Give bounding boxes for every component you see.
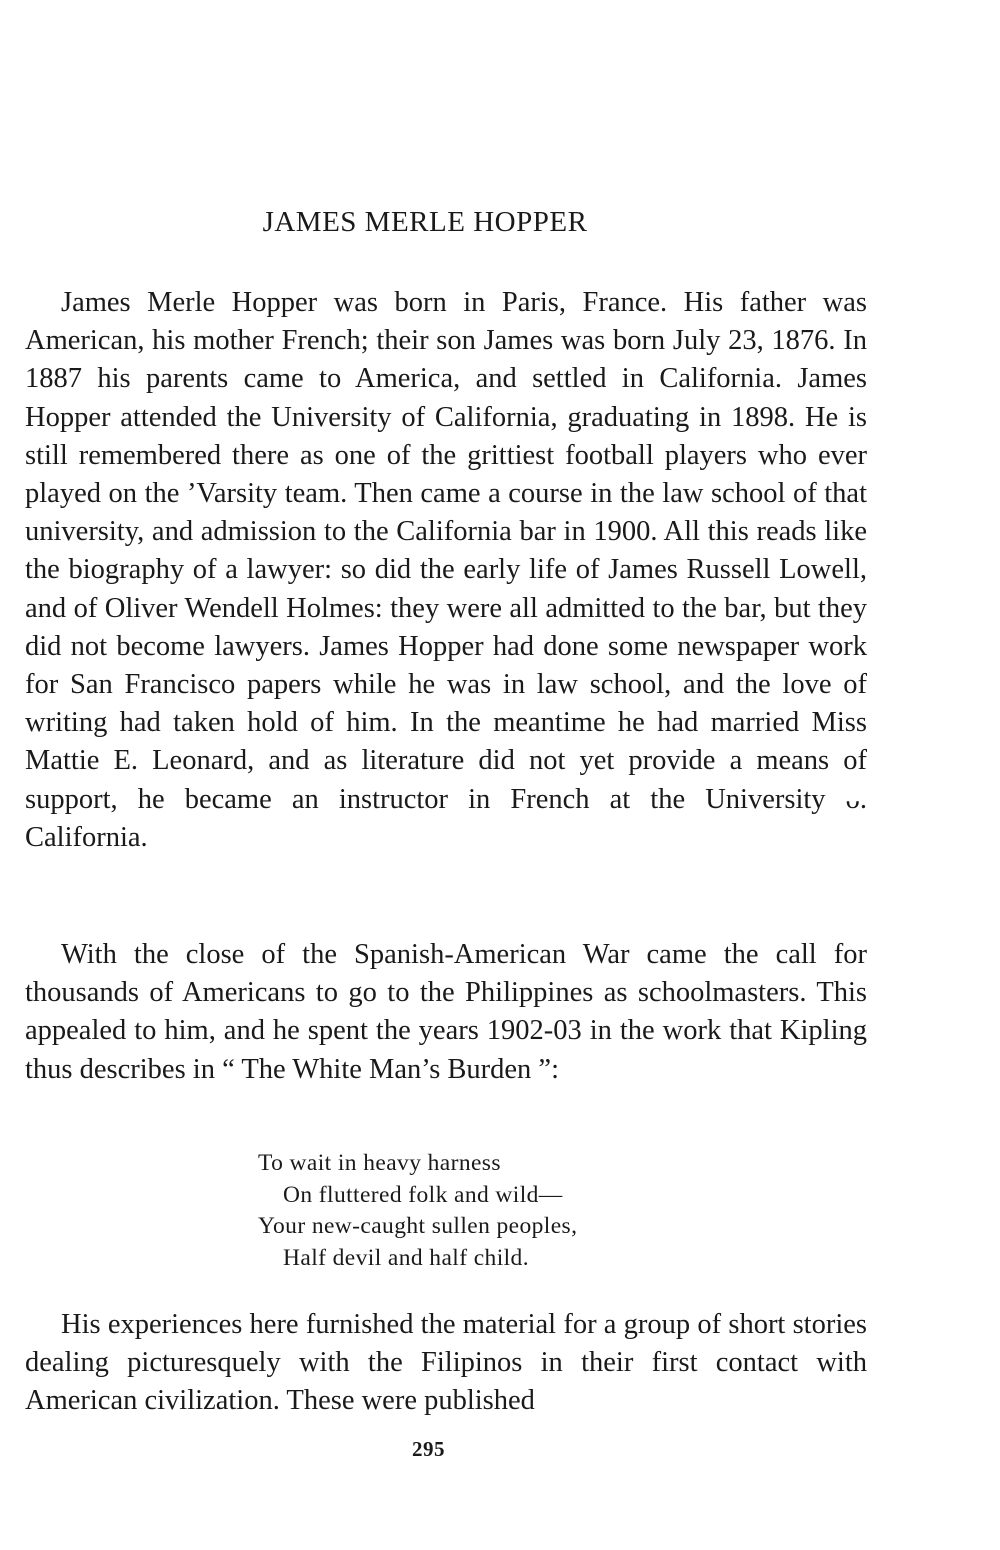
paragraph-philippines: With the close of the Spanish-American War came the call for thousands of Americans to go to the Philippines as schoolmasters. This appealed to him, and he spent the years 1902-03 in the work that Kipling thus describes in “ The White Man’s Burden ”: (25, 939, 867, 1085)
poem-line: Your new-caught sullen peoples, (258, 1213, 578, 1240)
paragraph-stories: His experiences here furnished the material for a group of short stories dealing picturesquely with the Filipinos in their first contact with American civilization. These were published (25, 1309, 867, 1417)
poem-line: Half devil and half child. (283, 1244, 529, 1271)
page-number: 295 (412, 1437, 445, 1461)
poem-line: To wait in heavy harness (258, 1150, 501, 1176)
paragraph-biography: James Merle Hopper was born in Paris, France. His father was American, his mother French; their son James was born July 23, 1876. In 1887 his parents came to America, and settled in California. James Hopper attended the University of California, graduating in 1898. He is still remembered there as one of the grittiest football players who ever played on the ’Varsity team. Then came a course in the law school of that university, and admission to the California bar in 1900. All this reads like the biography of a lawyer: so did the early life of James Russell Lowell, and of Oliver Wendell Holmes: they were all admitted to the bar, but they did not become lawyers. James Hopper had done some newspaper work for San Francisco papers while he was in law school, and the love of writing had taken hold of him. In the meantime he had married Miss Mattie E. Leonard, and as literature did not yet provide a means of support, he became an instructor in French at the University ᴗ. California. (25, 287, 867, 853)
poem-quotation (258, 1148, 577, 1274)
poem-line: On fluttered folk and wild— (283, 1181, 563, 1208)
page-title: JAMES MERLE HOPPER (262, 206, 588, 238)
